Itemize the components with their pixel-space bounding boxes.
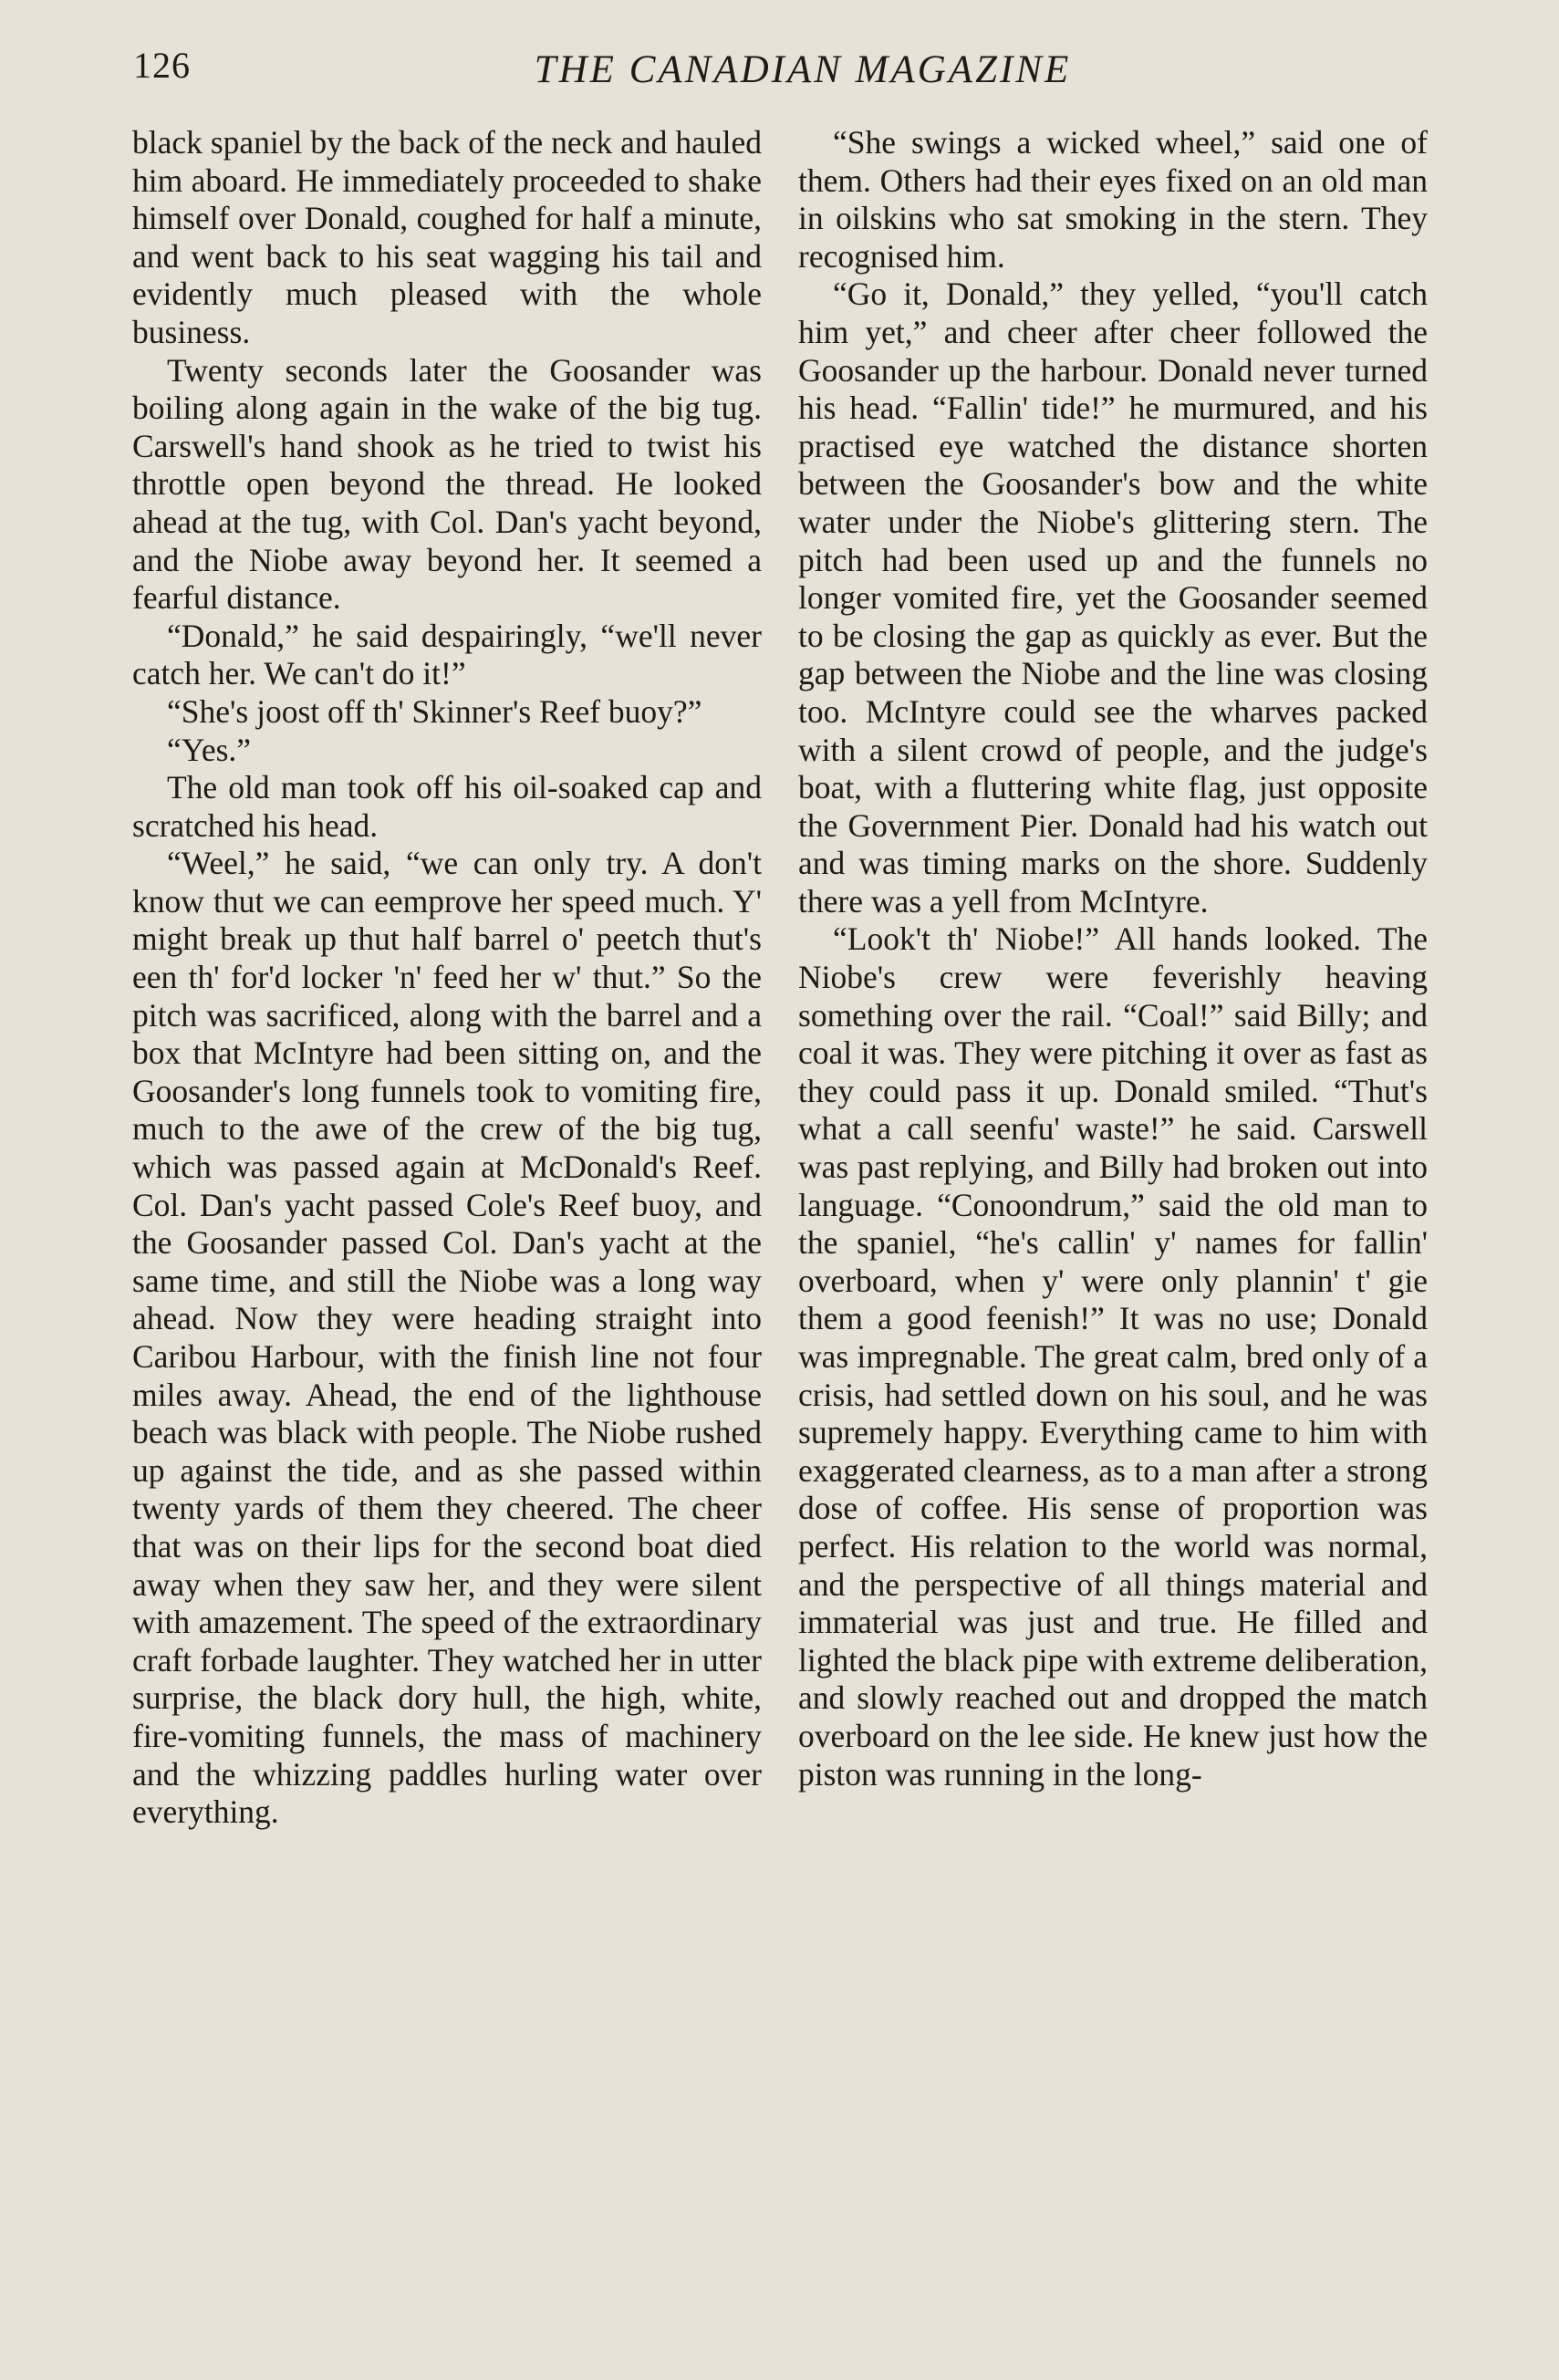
paragraph: “She swings a wicked wheel,” said one of them. Others had their eyes fixed on an old man in oilskins who sat smoking in the stern. They recognised him. xyxy=(798,124,1428,275)
paragraph: “Yes.” xyxy=(167,731,252,768)
paragraph: “Weel,” he said, “we can only try. A don't know thut we can eemprove her speed much. Y' might break up thut half barrel o' peetch thut's een th' for'd locker 'n' feed her w' thut.” So the pitch was sacrificed, along with the barrel and a box that McIntyre had been sitting on, and the Goosander's long funnels took to vomiting fire, much to the awe of the crew of the big tug, which was passed again at McDonald's Reef. Col. Dan's yacht passed Cole's Reef buoy, and the Goosander passed Col. Dan's yacht at the same time, and still the Niobe was a long way ahead. Now they were heading straight into Caribou Harbour, with the finish line not four miles away. Ahead, the end of the lighthouse beach was black with people. The Niobe rushed up against the tide, and as she passed within twenty yards of them they cheered. The cheer that was on their lips for the second boat died away when they saw her, and they were silent with amazement. The speed of the extraordinary craft forbade laughter. They watched her in utter surprise, the black dory hull, the high, white, fire-vomiting funnels, the mass of machinery and the whizzing paddles hurling water over everything. xyxy=(132,845,762,1831)
paragraph: “Look't th' Niobe!” All hands looked. The Niobe's crew were feverishly heaving something over the rail. “Coal!” said Billy; and coal it was. They were pitching it over as fast as they could pass it up. Donald smiled. “Thut's what a call seenfu' waste!” he said. Carswell was past replying, and Billy had broken out into language. “Conoondrum,” said the old man to the spaniel, “he's callin' y' names for fallin' overboard, when y' were only plannin' t' gie them a good feenish!” It was no use; Donald was impregnable. The great calm, bred only of a crisis, had settled down on his soul, and he was supremely happy. Everything came to him with exaggerated clearness, as to a man after a strong dose of coffee. His sense of proportion was perfect. His relation to the world was normal, and the perspective of all things material and immaterial was just and true. He filled and lighted the black pipe with extreme deliberation, and slowly reached out and dropped the match overboard on the lee side. He knew just how the piston was running in the long- xyxy=(798,920,1428,1793)
left-column xyxy=(132,124,762,1832)
page-number: 126 xyxy=(133,45,191,86)
paragraph: black spaniel by the back of the neck and hauled him aboard. He immediately proceeded to shake himself over Donald, coughed for half a minute, and went back to his seat wagging his tail and evidently much pleased with the whole business. xyxy=(132,124,762,350)
paragraph: “She's joost off th' Skinner's Reef buoy?” xyxy=(167,692,702,730)
right-column xyxy=(798,124,1428,1793)
running-head: THE CANADIAN MAGAZINE xyxy=(534,48,1072,91)
paragraph: The old man took off his oil-soaked cap and scratched his head. xyxy=(132,769,762,844)
paragraph: Twenty seconds later the Goosander was boiling along again in the wake of the big tug. Carswell's hand shook as he tried to twist his throttle open beyond the thread. He looked ahead at the tug, with Col. Dan's yacht beyond, and the Niobe away beyond her. It seemed a fearful distance. xyxy=(132,351,762,617)
paragraph: “Go it, Donald,” they yelled, “you'll catch him yet,” and cheer after cheer followed the Goosander up the harbour. Donald never turned his head. “Fallin' tide!” he murmured, and his practised eye watched the distance shorten between the Goosander's bow and the white water under the Niobe's glittering stern. The pitch had been used up and the funnels no longer vomited fire, yet the Goosander seemed to be closing the gap as quickly as ever. But the gap between the Niobe and the line was closing too. McIntyre could see the wharves packed with a silent crowd of people, and the judge's boat, with a fluttering white flag, just opposite the Government Pier. Donald had his watch out and was timing marks on the shore. Suddenly there was a yell from McIntyre. xyxy=(798,275,1428,920)
paragraph: “Donald,” he said despairingly, “we'll never catch her. We can't do it!” xyxy=(132,617,762,692)
